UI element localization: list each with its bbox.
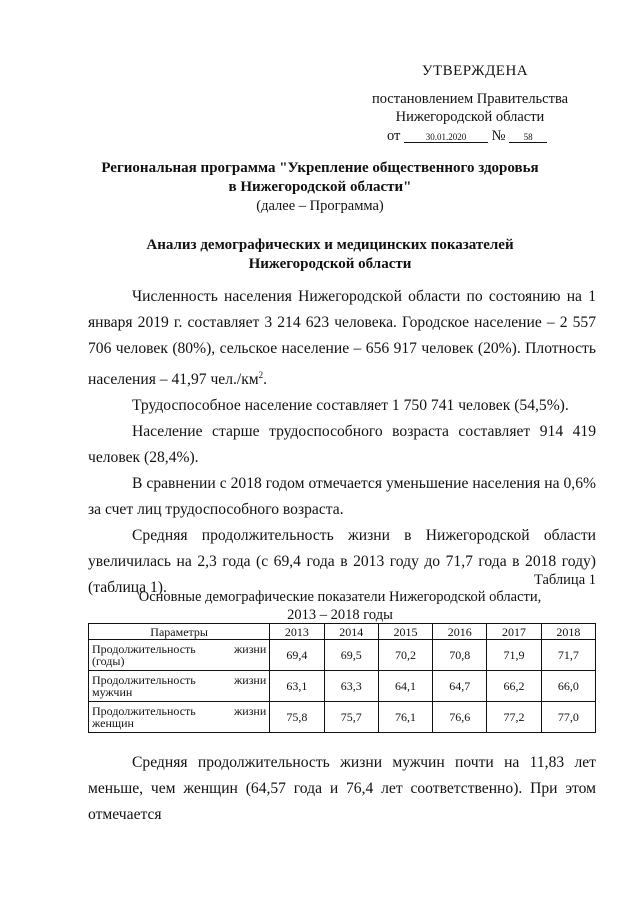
header-cell: Параметры (89, 624, 270, 640)
post-table-text (88, 750, 596, 828)
approval-number: 58 (509, 132, 547, 143)
value-cell: 64,7 (433, 671, 487, 702)
value-cell: 75,8 (270, 702, 324, 733)
value-cell: 70,8 (433, 640, 487, 671)
header-cell: 2013 (270, 624, 324, 640)
param-cell: Продолжительность жизни мужчин (89, 671, 270, 702)
value-cell: 76,6 (433, 702, 487, 733)
header-cell: 2015 (378, 624, 432, 640)
value-cell: 63,3 (324, 671, 378, 702)
paragraph-life-expectancy: Средняя продолжительность жизни в Нижегородской области увеличилась на 2,3 года (с 69,4 года в 2013 году до 71,7 года в 2018 году) (таблица 1). (88, 527, 596, 597)
table-row (89, 702, 596, 733)
body-text (88, 284, 596, 601)
approval-date: 30.01.2020 (404, 132, 488, 143)
value-cell: 69,5 (324, 640, 378, 671)
paragraph-population (88, 284, 596, 393)
paragraph-population-end: . (263, 371, 268, 389)
table-header-row (89, 624, 596, 640)
value-cell: 75,7 (324, 702, 378, 733)
paragraph-gender-gap: Средняя продолжительность жизни мужчин почти на 11,83 лет меньше, чем женщин (64,57 года и 76,4 лет соответственно). При этом отмечается (88, 754, 596, 823)
value-cell: 71,7 (541, 640, 595, 671)
program-title-line-2: в Нижегородской области" (228, 179, 412, 195)
demographics-table (88, 623, 596, 733)
paragraph-population-text: Численность населения Нижегородской области по состоянию на 1 января 2019 г. составляет 3 214 623 человека. Городское население – 2 557 706 человек (80%), сельское население – 656 917 человек (20%). Плотность населения – 41,97 чел./км (88, 288, 596, 389)
value-cell: 66,2 (487, 671, 541, 702)
param-cell: Продолжительность жизни (годы) (89, 640, 270, 671)
program-subtitle: (далее – Программа) (256, 198, 384, 214)
value-cell: 63,1 (270, 671, 324, 702)
program-title (60, 159, 580, 197)
table-number: Таблица 1 (533, 572, 596, 588)
value-cell: 76,1 (378, 702, 432, 733)
number-label: № (491, 128, 506, 144)
header-cell: 2018 (541, 624, 595, 640)
value-cell: 77,0 (541, 702, 595, 733)
header-cell: 2016 (433, 624, 487, 640)
table-row (89, 671, 596, 702)
value-cell: 69,4 (270, 640, 324, 671)
table-caption-line-2: 2013 – 2018 годы (287, 607, 393, 623)
table-caption (90, 588, 590, 624)
section-title-line-1: Анализ демографических и медицинских показателей (146, 237, 514, 253)
table-row (89, 640, 596, 671)
header-cell: 2017 (487, 624, 541, 640)
param-cell: Продолжительность жизни женщин (89, 702, 270, 733)
approval-block (360, 62, 580, 145)
section-title (120, 236, 540, 274)
value-cell: 77,2 (487, 702, 541, 733)
from-label: от (387, 128, 401, 144)
value-cell: 71,9 (487, 640, 541, 671)
table-caption-line-1: Основные демографические показатели Нижегородской области, (138, 589, 542, 605)
paragraph-older-age: Население старше трудоспособного возраста составляет 914 419 человек (28,4%). (88, 423, 596, 467)
value-cell: 66,0 (541, 671, 595, 702)
value-cell: 64,1 (378, 671, 432, 702)
value-cell: 70,2 (378, 640, 432, 671)
header-cell: 2014 (324, 624, 378, 640)
approval-line-2: Нижегородской области (395, 109, 545, 125)
paragraph-decrease: В сравнении с 2018 годом отмечается уменьшение населения на 0,6% за счет лиц трудоспособного возраста. (88, 475, 596, 519)
km-superscript: 2 (258, 370, 264, 380)
program-title-line-1: Региональная программа "Укрепление общественного здоровья (101, 160, 539, 176)
paragraph-working-age: Трудоспособное население составляет 1 750 741 человек (54,5%). (132, 397, 569, 415)
approval-line-1: постановлением Правительства (371, 91, 569, 107)
approval-heading: УТВЕРЖДЕНА (421, 63, 529, 79)
section-title-line-2: Нижегородской области (248, 256, 412, 272)
approval-date-number-line (360, 127, 580, 145)
